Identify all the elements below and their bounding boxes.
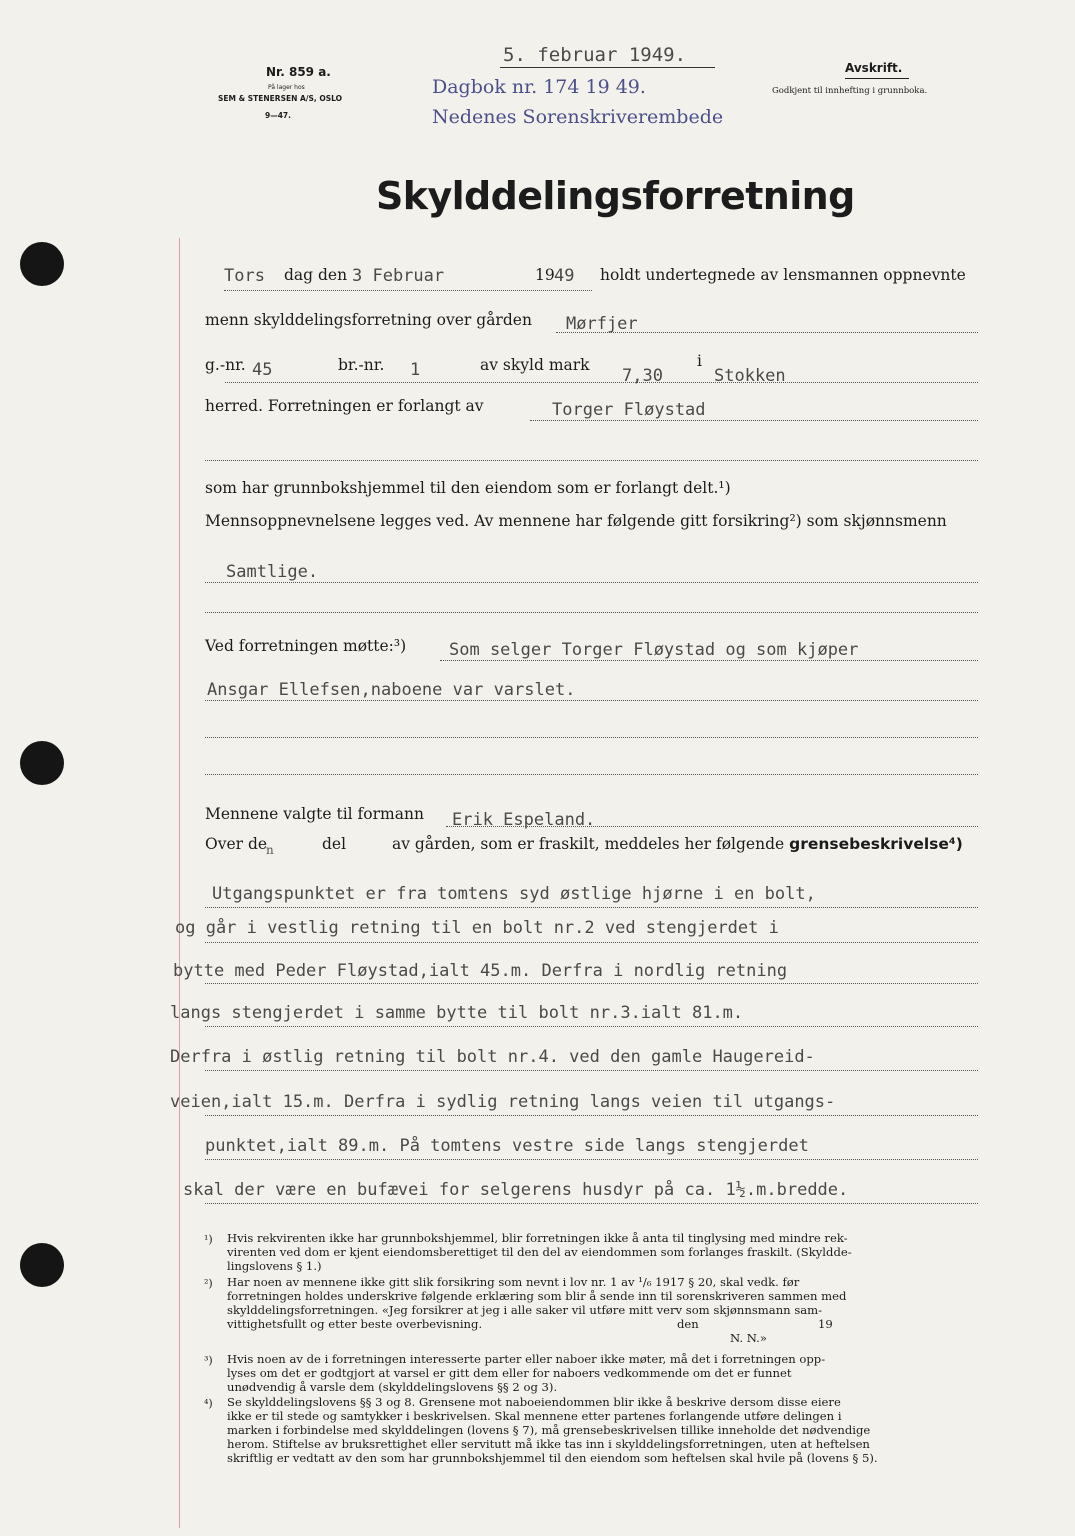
row9-line xyxy=(205,612,978,613)
date-field: 3 Februar xyxy=(352,266,445,286)
footnote-2-signature: N. N.» xyxy=(730,1331,767,1345)
row2-line xyxy=(556,332,978,333)
journal-stamp: Dagbok nr. 174 19 49. xyxy=(432,76,646,98)
row8-line xyxy=(205,582,978,583)
row10-line xyxy=(440,660,978,661)
boundary-intro-text: av gården, som er fraskilt, meddeles her følgende xyxy=(392,835,785,853)
chairman-label: Mennene valgte til formann xyxy=(205,805,424,823)
attendees-field-2: Ansgar Ellefsen,naboene var varslet. xyxy=(207,680,576,700)
appointment-text: Mennsoppnevnelsene legges ved. Av mennene har følgende gitt forsikring²) som skjønnsmenn xyxy=(205,512,947,530)
day-label: dag den xyxy=(284,266,348,284)
description-line: Utgangspunktet er fra tomtens syd østlige hjørne i en bolt, xyxy=(212,884,816,904)
avskrift-underline xyxy=(845,78,909,79)
publisher-line-3: 9—47. xyxy=(265,111,292,120)
footnote-4-line: marken i forbindelse med skylddelingen (lovens § 7), må grensebeskrivelsen tillike inneholde det nødvendige xyxy=(227,1423,871,1437)
row5-line xyxy=(205,460,978,461)
assessors-field: Samtlige. xyxy=(226,562,319,582)
footnote-2-den: den xyxy=(677,1317,699,1331)
footnote-1-line: lingslovens § 1.) xyxy=(227,1259,322,1273)
row1-line xyxy=(224,290,592,291)
court-stamp: Nedenes Sorenskriverembede xyxy=(432,106,724,128)
footnote-1-line: Hvis rekvirenten ikke har grunnbokshjemmel, blir forretningen ikke å anta til tinglysing med mindre rek- xyxy=(227,1231,848,1245)
century-label: 19 xyxy=(535,266,555,284)
footnote-4-marker: ⁴) xyxy=(204,1397,213,1410)
boundary-intro-bold: grensebeskrivelse⁴) xyxy=(789,835,963,853)
desc-line-3 xyxy=(205,983,978,984)
row11-line xyxy=(205,700,978,701)
footnote-4-line: Se skylddelingslovens §§ 3 og 8. Grensene mot naboeiendommen blir ikke å beskrive dersom disse eiere xyxy=(227,1395,841,1409)
publisher-line-2: SEM & STENERSEN A/S, OSLO xyxy=(218,94,343,103)
description-line: veien,ialt 15.m. Derfra i sydlig retning langs veien til utgangs- xyxy=(170,1092,836,1112)
desc-line-5 xyxy=(205,1070,978,1071)
gnr-field: 45 xyxy=(252,360,273,380)
row13-line xyxy=(205,774,978,775)
bnr-field: 1 xyxy=(410,360,421,380)
footnote-1-marker: ¹) xyxy=(204,1233,213,1246)
row4-line xyxy=(530,420,978,421)
margin-line xyxy=(179,238,180,1528)
desc-line-6 xyxy=(205,1115,978,1116)
bnr-label: br.-nr. xyxy=(338,356,385,374)
i-label: i xyxy=(697,352,702,370)
punch-hole-bottom xyxy=(20,1243,64,1287)
desc-line-7 xyxy=(205,1159,978,1160)
date-underline xyxy=(500,67,715,68)
desc-line-4 xyxy=(205,1026,978,1027)
footnote-4-line: herom. Stiftelse av bruksrettighet eller servitutt må ikke tas inn i skylddelingsforretningen, uten at heftelsen xyxy=(227,1437,870,1451)
farm-field: Mørfjer xyxy=(566,314,638,334)
footnote-2-marker: ²) xyxy=(204,1277,213,1290)
description-line: skal der være en bufævei for selgerens husdyr på ca. 1½.m.bredde. xyxy=(183,1180,849,1200)
requester-field: Torger Fløystad xyxy=(552,400,706,420)
description-line: Derfra i østlig retning til bolt nr.4. ved den gamle Haugereid- xyxy=(170,1047,815,1067)
ownership-text: som har grunnbokshjemmel til den eiendom som er forlangt delt.¹) xyxy=(205,479,731,497)
place-field: Stokken xyxy=(714,366,786,386)
boundary-intro xyxy=(392,835,963,853)
date-typed: 5. februar 1949. xyxy=(503,44,687,66)
footnote-4-line: ikke er til stede og samtykker i beskrivelsen. Skal mennene etter partenes forlangende utføre delingen i xyxy=(227,1409,842,1423)
footnote-2-line: vittighetsfullt og etter beste overbevisning. xyxy=(227,1317,483,1331)
footnote-2-line: forretningen holdes underskrive følgende erklæring som blir å sende inn til sorenskriveren sammen med xyxy=(227,1289,847,1303)
footnote-2-line: skylddelingsforretningen. «Jeg forsikrer at jeg i alle saker vil utføre mitt verv som skjønnsmann sam- xyxy=(227,1303,823,1317)
footnote-2-line: Har noen av mennene ikke gitt slik forsikring som nevnt i lov nr. 1 av ¹/₆ 1917 § 20, skal vedk. før xyxy=(227,1275,800,1289)
form-number: Nr. 859 a. xyxy=(266,65,331,79)
row12-line xyxy=(205,737,978,738)
footnote-1-line: virenten ved dom er kjent eiendomsberettiget til den del av eiendommen som forlanges fraskilt. (Skyldde- xyxy=(227,1245,852,1259)
footnote-4-line: skriftlig er vedtatt av den som har grunnbokshjemmel til den eiendom som heftelsen skal hvile på (lovens § 5). xyxy=(227,1451,878,1465)
footnote-3-line: unødvendig å varsle dem (skylddelingslovens §§ 2 og 3). xyxy=(227,1380,558,1394)
part-label: del xyxy=(322,835,347,853)
row3-line xyxy=(225,382,978,383)
desc-line-8 xyxy=(205,1203,978,1204)
approval-note: Godkjent til innhefting i grunnboka. xyxy=(772,86,928,96)
footnote-3-marker: ³) xyxy=(204,1354,213,1367)
description-line: langs stengjerdet i samme bytte til bolt nr.3.ialt 81.m. xyxy=(170,1003,744,1023)
farm-label: menn skylddelingsforretning over gården xyxy=(205,311,532,329)
description-line: og går i vestlig retning til en bolt nr.2 ved stengjerdet i xyxy=(175,918,779,938)
footnote-3-line: Hvis noen av de i forretningen interesserte parter eller naboer ikke møter, må det i forretningen opp- xyxy=(227,1352,826,1366)
weekday-typed: Tors xyxy=(224,266,265,286)
desc-line-1 xyxy=(205,907,978,908)
publisher-line-1: På lager hos xyxy=(268,84,305,91)
skyld-field: 7,30 xyxy=(622,366,663,386)
description-line: bytte med Peder Fløystad,ialt 45.m. Derfra i nordlig retning xyxy=(173,961,788,981)
gnr-label: g.-nr. xyxy=(205,356,246,374)
punch-hole-middle xyxy=(20,741,64,785)
footnote-3-line: lyses om det er godtgjort at varsel er gitt dem eller for naboers vedkommende om det er funnet xyxy=(227,1366,792,1380)
chairman-field: Erik Espeland. xyxy=(452,810,596,830)
year-field: 49 xyxy=(554,266,575,286)
avskrift-label: Avskrift. xyxy=(845,61,903,75)
handwritten-mark: n xyxy=(266,843,274,857)
skyld-label: av skyld mark xyxy=(480,356,590,374)
desc-line-2 xyxy=(205,942,978,943)
attendees-label: Ved forretningen møtte:³) xyxy=(205,637,407,655)
footnote-2-year: 19 xyxy=(818,1317,833,1331)
page-title: Skylddelingsforretning xyxy=(376,174,855,218)
attendees-field-1: Som selger Torger Fløystad og som kjøper xyxy=(449,640,859,660)
description-line: punktet,ialt 89.m. På tomtens vestre side langs stengjerdet xyxy=(205,1136,809,1156)
over-label: Over de xyxy=(205,835,268,853)
row14-line xyxy=(446,826,978,827)
held-label: holdt undertegnede av lensmannen oppnevnte xyxy=(600,266,966,284)
punch-hole-top xyxy=(20,242,64,286)
requested-by-label: herred. Forretningen er forlangt av xyxy=(205,397,484,415)
